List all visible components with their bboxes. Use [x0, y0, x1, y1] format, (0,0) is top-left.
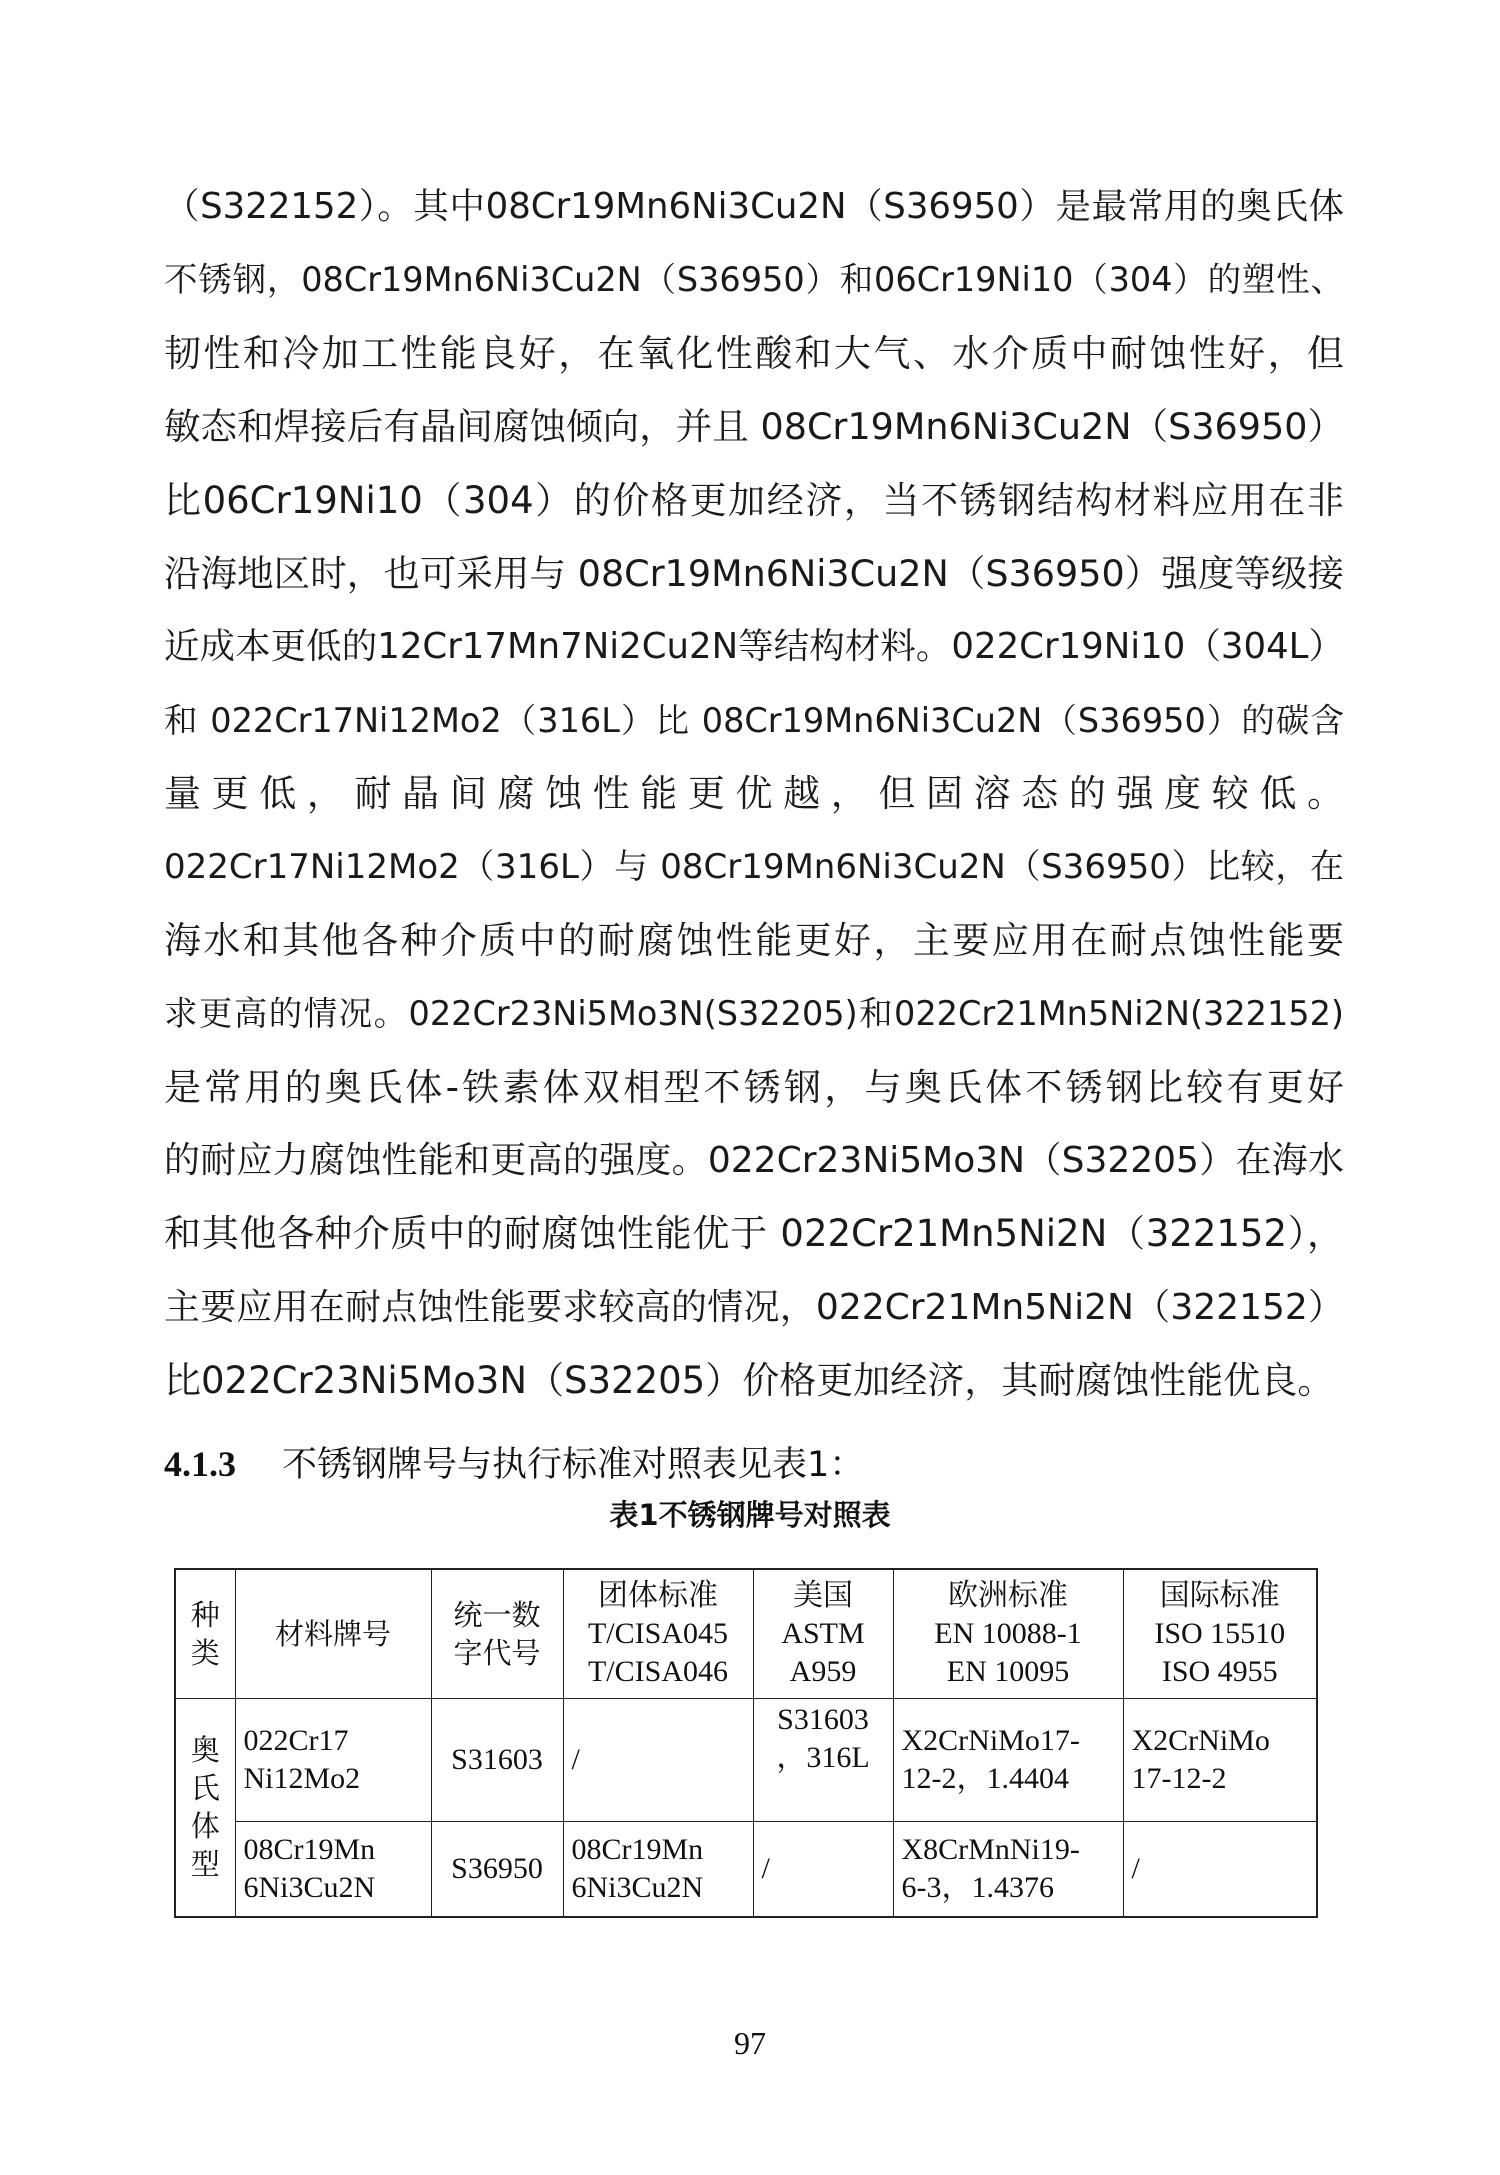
text-line: 主要应用在耐点蚀性能要求较高的情况，022Cr21Mn5Ni2N（322152）	[164, 1286, 1344, 1328]
text-line: 和 022Cr17Ni12Mo2（316L）比 08Cr19Mn6Ni3Cu2N（S36950）的碳含	[164, 700, 1344, 740]
text-line: 比06Cr19Ni10（304）的价格更加经济，当不锈钢结构材料应用在非	[164, 478, 1344, 522]
cell-code: S36950	[431, 1821, 563, 1917]
text-line: 比022Cr23Ni5Mo3N（S32205）价格更加经济，其耐腐蚀性能优良。	[164, 1359, 1335, 1403]
table-header-row	[175, 1569, 1317, 1698]
table-row	[175, 1698, 1317, 1821]
cell-code: S31603	[431, 1698, 563, 1821]
text-line: 和其他各种介质中的耐腐蚀性能优于 022Cr21Mn5Ni2N（322152），	[164, 1212, 1344, 1256]
page-number: 97	[734, 2025, 766, 2061]
text-line: 敏态和焊接后有晶间腐蚀倾向，并且 08Cr19Mn6Ni3Cu2N（S36950）	[164, 405, 1344, 449]
section-number: 4.1.3	[164, 1444, 236, 1484]
text-line: 022Cr17Ni12Mo2（316L）与 08Cr19Mn6Ni3Cu2N（S36950）比较，在	[164, 846, 1344, 887]
cell-iso-standard: X2CrNiMo 17-12-2	[1123, 1698, 1317, 1821]
text-line: 韧性和冷加工性能良好，在氧化性酸和大气、水介质中耐蚀性好，但	[164, 331, 1344, 375]
cell-grade: 022Cr17 Ni12Mo2	[235, 1698, 431, 1821]
header-kind: 种 类	[175, 1569, 235, 1698]
cell-usa-standard: S31603 ，316L	[753, 1698, 893, 1821]
text-line: 海水和其他各种介质中的耐腐蚀性能更好，主要应用在耐点蚀性能要	[164, 918, 1344, 962]
header-iso-standard: 国际标准 ISO 15510 ISO 4955	[1123, 1569, 1317, 1698]
cell-group-standard: /	[563, 1698, 753, 1821]
cell-eu-standard: X2CrNiMo17- 12-2，1.4404	[893, 1698, 1123, 1821]
cell-usa-standard: /	[753, 1821, 893, 1917]
cell-group-standard: 08Cr19Mn 6Ni3Cu2N	[563, 1821, 753, 1917]
grade-comparison-table	[174, 1568, 1318, 1918]
text-line: 近成本更低的12Cr17Mn7Ni2Cu2N等结构材料。022Cr19Ni10（304L）	[164, 626, 1344, 668]
text-line: 沿海地区时，也可采用与 08Cr19Mn6Ni3Cu2N（S36950）强度等级接	[164, 551, 1344, 595]
group-label-austenitic: 奥 氏 体 型	[175, 1698, 235, 1917]
section-text: 不锈钢牌号与执行标准对照表见表1：	[282, 1445, 865, 1485]
text-line: （S322152）。其中08Cr19Mn6Ni3Cu2N（S36950）是最常用的奥氏体	[164, 186, 1344, 227]
header-group-standard: 团体标准 T/CISA045 T/CISA046	[563, 1569, 753, 1698]
header-code: 统一数 字代号	[431, 1569, 563, 1698]
cell-grade: 08Cr19Mn 6Ni3Cu2N	[235, 1821, 431, 1917]
section-heading	[164, 1437, 864, 1493]
cell-iso-standard: /	[1123, 1821, 1317, 1917]
table-caption: 表1不锈钢牌号对照表	[609, 1498, 891, 1532]
text-line: 求更高的情况。022Cr23Ni5Mo3N(S32205)和022Cr21Mn5Ni2N(322152)	[164, 994, 1344, 1034]
text-line: 不锈钢，08Cr19Mn6Ni3Cu2N（S36950）和06Cr19Ni10（304）的塑性、	[164, 260, 1344, 300]
body-paragraph	[164, 170, 1344, 1418]
text-line: 的耐应力腐蚀性能和更高的强度。022Cr23Ni5Mo3N（S32205）在海水	[164, 1140, 1344, 1182]
text-line: 是常用的奥氏体-铁素体双相型不锈钢，与奥氏体不锈钢比较有更好	[164, 1065, 1344, 1109]
table-row	[175, 1821, 1317, 1917]
header-grade: 材料牌号	[235, 1569, 431, 1698]
text-line: 量更低，耐晶间腐蚀性能更优越，但固溶态的强度较低。	[164, 772, 1344, 816]
header-eu-standard: 欧洲标准 EN 10088-1 EN 10095	[893, 1569, 1123, 1698]
header-usa-standard: 美国 ASTM A959	[753, 1569, 893, 1698]
cell-eu-standard: X8CrMnNi19- 6-3，1.4376	[893, 1821, 1123, 1917]
